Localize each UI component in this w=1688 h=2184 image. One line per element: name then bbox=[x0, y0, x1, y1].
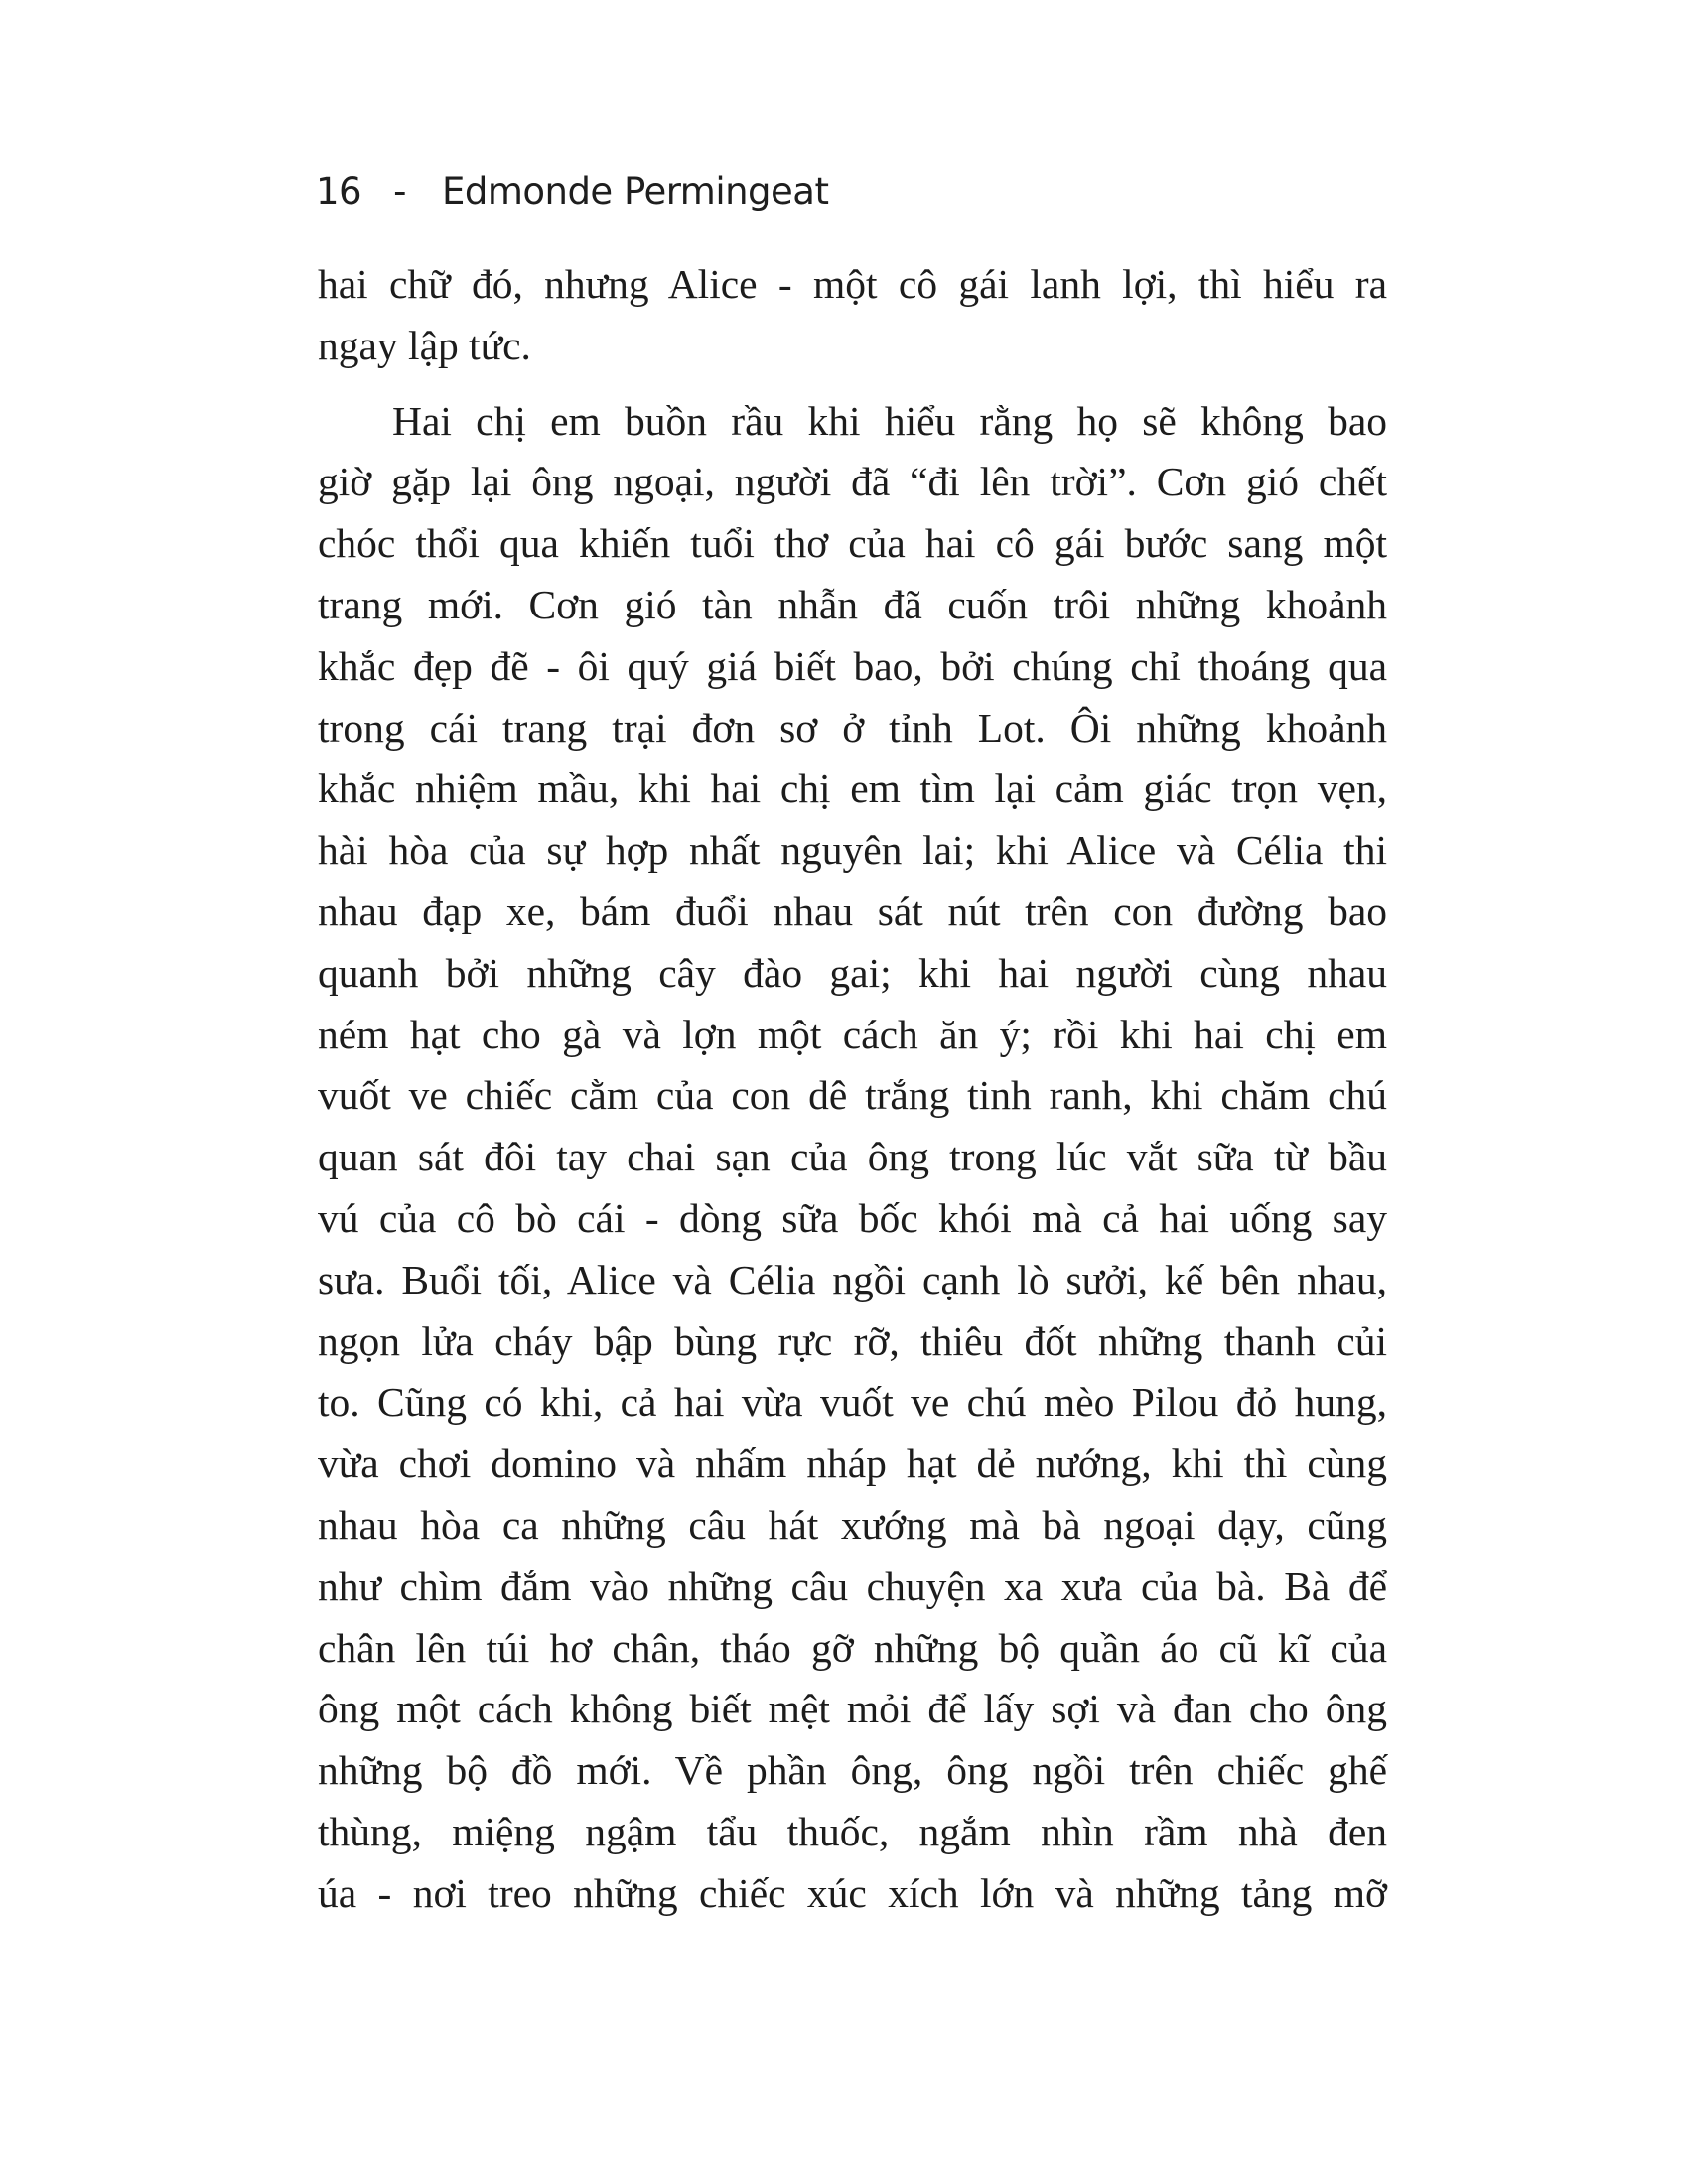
text-line: khắc đẹp đẽ - ôi quý giá biết bao, bởi chúng chỉ thoáng qua bbox=[318, 642, 1387, 689]
text-line: quanh bởi những cây đào gai; khi hai người cùng nhau bbox=[318, 949, 1387, 996]
body-text bbox=[318, 254, 1387, 1925]
text-line: ngọn lửa cháy bập bùng rực rỡ, thiêu đốt những thanh củi bbox=[318, 1317, 1387, 1364]
text-line: ông một cách không biết mệt mỏi để lấy sợi và đan cho ông bbox=[318, 1686, 1387, 1732]
text-line: những bộ đồ mới. Về phần ông, ông ngồi trên chiếc ghế bbox=[318, 1747, 1387, 1794]
text-line: khắc nhiệm mầu, khi hai chị em tìm lại cảm giác trọn vẹn, bbox=[318, 765, 1387, 812]
page-number: 16 bbox=[316, 170, 362, 212]
text-line: như chìm đắm vào những câu chuyện xa xưa của bà. Bà để bbox=[318, 1563, 1387, 1609]
running-head bbox=[316, 167, 828, 216]
text-line: vú của cô bò cái - dòng sữa bốc khói mà cả hai uống say bbox=[318, 1194, 1387, 1241]
text-line: chóc thổi qua khiến tuổi thơ của hai cô gái bước sang một bbox=[318, 520, 1387, 567]
text-line: vuốt ve chiếc cằm của con dê trắng tinh ranh, khi chăm chú bbox=[318, 1072, 1387, 1119]
text-line: ngay lập tức. bbox=[318, 322, 531, 368]
text-line: sưa. Buổi tối, Alice và Célia ngồi cạnh lò sưởi, kế bên nhau, bbox=[318, 1256, 1387, 1302]
text-line: chân lên túi hơ chân, tháo gỡ những bộ quần áo cũ kĩ của bbox=[318, 1624, 1387, 1671]
text-line: thùng, miệng ngậm tẩu thuốc, ngắm nhìn rầm nhà đen bbox=[318, 1808, 1387, 1854]
text-line: trong cái trang trại đơn sơ ở tỉnh Lot. Ôi những khoảnh bbox=[318, 704, 1387, 751]
text-line: giờ gặp lại ông ngoại, người đã “đi lên trời”. Cơn gió chết bbox=[318, 459, 1387, 505]
text-line: nhau hòa ca những câu hát xướng mà bà ngoại dạy, cũng bbox=[318, 1501, 1387, 1548]
text-line: Hai chị em buồn rầu khi hiểu rằng họ sẽ không bao bbox=[392, 397, 1387, 444]
text-line: vừa chơi domino và nhấm nháp hạt dẻ nướng, khi thì cùng bbox=[318, 1440, 1387, 1487]
paragraph-continued bbox=[318, 254, 1387, 377]
paragraph bbox=[318, 391, 1387, 1925]
text-line: trang mới. Cơn gió tàn nhẫn đã cuốn trôi những khoảnh bbox=[318, 581, 1387, 627]
author-name: Edmonde Permingeat bbox=[441, 170, 829, 212]
text-line: nhau đạp xe, bám đuổi nhau sát nút trên con đường bao bbox=[318, 887, 1387, 934]
text-line: hai chữ đó, nhưng Alice - một cô gái lanh lợi, thì hiểu ra bbox=[318, 261, 1387, 307]
text-line: ném hạt cho gà và lợn một cách ăn ý; rồi khi hai chị em bbox=[318, 1011, 1387, 1057]
text-line: úa - nơi treo những chiếc xúc xích lớn và những tảng mỡ bbox=[318, 1869, 1387, 1916]
text-line: quan sát đôi tay chai sạn của ông trong lúc vắt sữa từ bầu bbox=[318, 1134, 1387, 1180]
text-line: hài hòa của sự hợp nhất nguyên lai; khi Alice và Célia thi bbox=[318, 827, 1387, 874]
text-line: to. Cũng có khi, cả hai vừa vuốt ve chú mèo Pilou đỏ hung, bbox=[318, 1379, 1387, 1426]
header-separator: - bbox=[393, 170, 406, 212]
